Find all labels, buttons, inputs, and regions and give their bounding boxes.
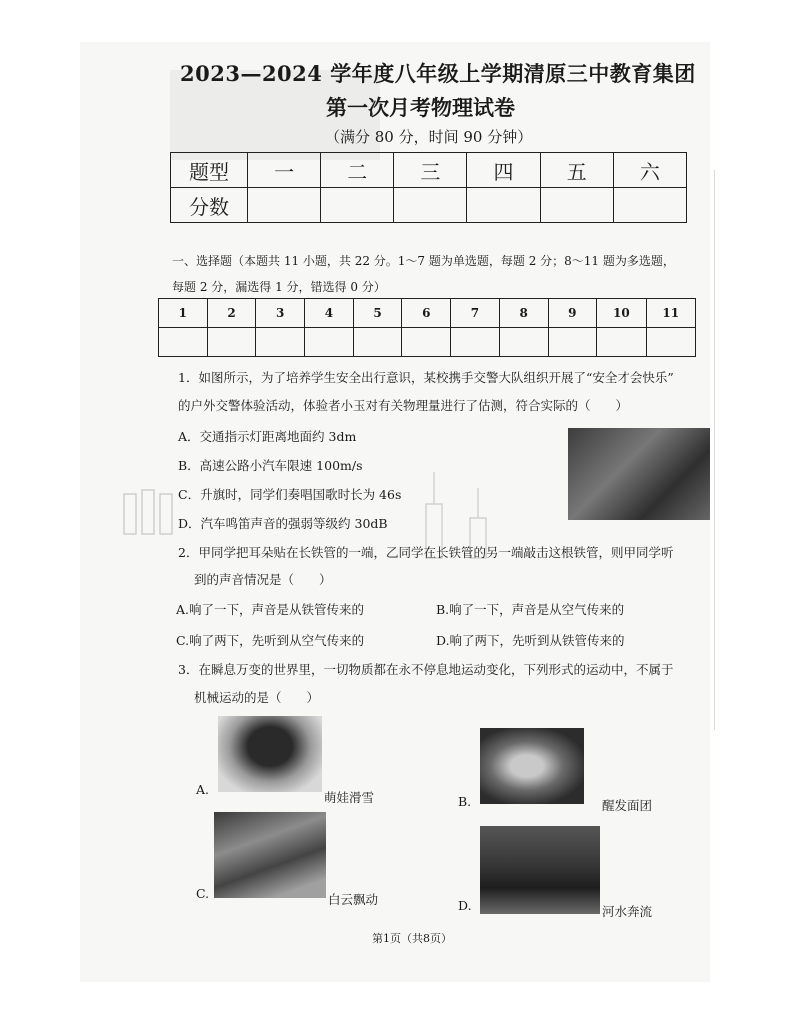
score-col-2: 二 [321,153,394,188]
score-col-4: 四 [467,153,540,188]
score-cell[interactable] [394,188,467,223]
q3-option-b-letter: B. [458,794,472,809]
answer-cell[interactable] [646,328,695,357]
answer-cell[interactable] [159,328,208,357]
q2-option-d: D.响了两下，先听到从铁管传来的 [436,633,625,648]
score-cell[interactable] [248,188,321,223]
answer-number: 9 [548,299,597,328]
answer-number: 11 [646,299,695,328]
q2-option-a: A.响了一下，声音是从铁管传来的 [176,602,365,617]
answer-cell[interactable] [353,328,402,357]
q2-stem: 2．甲同学把耳朵贴在长铁管的一端，乙同学在长铁管的另一端敲击这根铁管，则甲同学听 [178,545,674,560]
answer-cell[interactable] [402,328,451,357]
q1-option-a: A．交通指示灯距离地面约 3dm [178,429,357,444]
exam-subject-title: 第一次月考物理试卷 [326,95,515,120]
score-col-1: 一 [248,153,321,188]
q3-option-a-caption: 萌娃滑雪 [324,790,375,805]
page-edge-line [714,170,715,730]
answer-number: 7 [451,299,500,328]
score-row-label-type: 题型 [171,153,248,188]
q1-option-d: D．汽车鸣笛声音的强弱等级约 30dB [178,516,388,531]
q3-image-dough [480,728,584,804]
answer-number: 4 [305,299,354,328]
q3-option-c-letter: C. [196,886,210,901]
answer-cell[interactable] [256,328,305,357]
answer-number: 10 [597,299,646,328]
answer-number: 3 [256,299,305,328]
answer-number: 1 [159,299,208,328]
section1-instructions-cont: 每题 2 分，漏选得 1 分，错选得 0 分） [172,280,386,294]
q1-traffic-photo [568,428,710,520]
answer-cell[interactable] [207,328,256,357]
score-cell[interactable] [467,188,540,223]
exam-subtitle: （满分 80 分，时间 90 分钟） [325,128,533,146]
q2-stem-cont: 到的声音情况是（ ） [194,572,332,587]
q3-option-b-caption: 醒发面团 [602,798,653,813]
q3-option-c-caption: 白云飘动 [328,892,379,907]
q2-option-c: C.响了两下，先听到从空气传来的 [176,633,365,648]
score-table [170,152,687,223]
score-cell[interactable] [321,188,394,223]
q3-option-d-letter: D. [458,898,472,913]
q3-option-a-letter: A. [196,782,210,797]
answer-cell[interactable] [305,328,354,357]
answer-number: 8 [499,299,548,328]
q1-option-b: B．高速公路小汽车限速 100m/s [178,458,363,473]
answer-number: 5 [353,299,402,328]
section1-instructions: 一、选择题（本题共 11 小题，共 22 分。1～7 题为单选题，每题 2 分；8～11 题为多选题， [172,254,675,268]
q3-stem: 3．在瞬息万变的世界里，一切物质都在永不停息地运动变化，下列形式的运动中，不属于 [178,662,674,677]
q1-stem-cont: 的户外交警体验活动，体验者小玉对有关物理量进行了估测，符合实际的（ ） [178,398,629,413]
answer-cell[interactable] [499,328,548,357]
bottles-bleed-through [118,470,178,540]
q3-stem-cont: 机械运动的是（ ） [194,690,320,705]
answer-number: 2 [207,299,256,328]
q1-option-c: C．升旗时，同学们奏唱国歌时长为 46s [178,487,402,502]
score-col-3: 三 [394,153,467,188]
q2-option-b: B.响了一下，声音是从空气传来的 [436,602,625,617]
answer-cell[interactable] [451,328,500,357]
answer-cell[interactable] [548,328,597,357]
q3-image-skiing-child [218,716,322,792]
answer-table [158,298,696,357]
page-footer: 第1页（共8页） [372,932,452,945]
score-cell[interactable] [613,188,686,223]
score-col-6: 六 [613,153,686,188]
answer-cell[interactable] [597,328,646,357]
answer-number: 6 [402,299,451,328]
score-col-5: 五 [540,153,613,188]
q3-image-clouds [214,812,326,898]
score-cell[interactable] [540,188,613,223]
q3-option-d-caption: 河水奔流 [602,904,653,919]
q3-image-river [480,826,600,914]
q1-stem: 1．如图所示，为了培养学生安全出行意识，某校携手交警大队组织开展了“安全才会快乐” [178,370,674,385]
exam-title: 2023—2024 学年度八年级上学期清原三中教育集团 [180,61,696,86]
score-row-label-score: 分数 [171,188,248,223]
